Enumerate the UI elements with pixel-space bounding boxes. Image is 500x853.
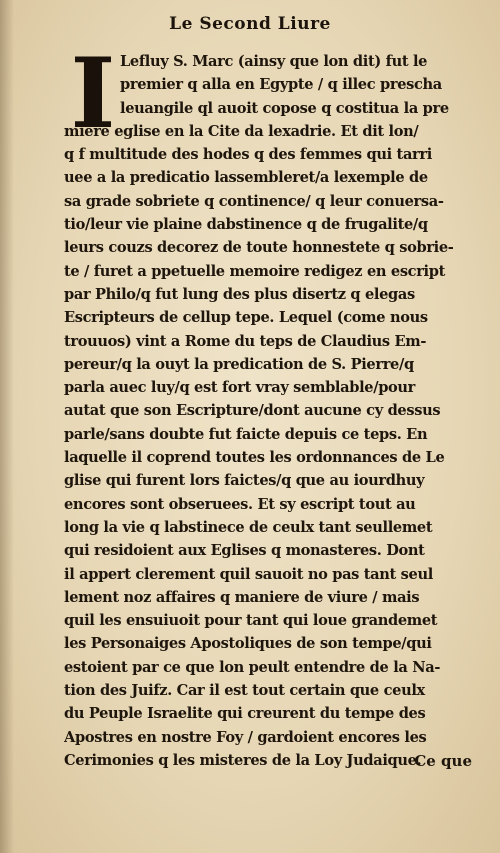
text-line: sa grade sobriete q continence/ q leur conuersa- bbox=[64, 192, 444, 210]
text-line: du Peuple Israelite qui creurent du tempe des bbox=[64, 705, 426, 723]
text-line: parle/sans doubte fut faicte depuis ce teps. En bbox=[64, 425, 428, 443]
text-line: Lefluy S. Marc (ainsy que lon dit) fut le bbox=[120, 53, 428, 70]
drop-cap-initial: I bbox=[70, 37, 116, 150]
text-line: Escripteurs de cellup tepe. Lequel (come nous bbox=[64, 309, 428, 327]
catchword: Ce que bbox=[414, 752, 472, 770]
text-line: long la vie q labstinece de ceulx tant seullemet bbox=[64, 518, 433, 536]
text-line: premier q alla en Egypte / q illec prescha bbox=[120, 76, 442, 94]
text-line: il appert clerement quil sauoit no pas tant seul bbox=[64, 565, 433, 583]
text-line: q f multitude des hodes q des femmes qui tarri bbox=[64, 146, 432, 164]
text-line: estoient par ce que lon peult entendre de la Na- bbox=[64, 658, 441, 676]
text-line: les Personaiges Apostoliques de son tempe/qui bbox=[64, 635, 432, 653]
text-line: tion des Juifz. Car il est tout certain que ceulx bbox=[64, 682, 425, 700]
text-line: laquelle il coprend toutes les ordonnances de Le bbox=[64, 449, 445, 467]
text-line: Apostres en nostre Foy / gardoient encores les bbox=[64, 728, 427, 746]
text-line: quil les ensuiuoit pour tant qui loue grandemet bbox=[64, 612, 438, 630]
text-line: glise qui furent lors faictes/q que au iourdhuy bbox=[64, 472, 425, 490]
text-line: leurs couzs decorez de toute honnestete q sobrie- bbox=[64, 239, 454, 257]
text-line: pereur/q la ouyt la predication de S. Pierre/q bbox=[64, 355, 414, 373]
text-line: lement noz affaires q maniere de viure / mais bbox=[64, 588, 420, 606]
text-line: trouuos) vint a Rome du teps de Claudius Em- bbox=[64, 332, 427, 350]
text-line: autat que son Escripture/dont aucune cy dessus bbox=[64, 402, 441, 420]
running-head: Le Second Liure bbox=[169, 14, 331, 34]
text-block bbox=[64, 37, 484, 772]
text-line: te / furet a ppetuelle memoire redigez en escript bbox=[64, 262, 445, 280]
text-line: uee a la predicatio lassembleret/a lexemple de bbox=[64, 169, 428, 187]
text-line: Cerimonies q les misteres de la Loy Judaique. bbox=[64, 751, 422, 769]
text-line: miere eglise en la Cite da lexadrie. Et dit lon/ bbox=[64, 122, 419, 140]
text-line: leuangile ql auoit copose q costitua la pre bbox=[120, 99, 449, 117]
text-line: qui residoient aux Eglises q monasteres. Dont bbox=[64, 542, 425, 560]
gutter-shadow bbox=[0, 0, 14, 853]
text-line: par Philo/q fut lung des plus disertz q elegas bbox=[64, 285, 415, 303]
text-line: encores sont obseruees. Et sy escript tout au bbox=[64, 495, 416, 513]
text-line: parla auec luy/q est fort vray semblable/pour bbox=[64, 379, 416, 397]
text-line: tio/leur vie plaine dabstinence q de frugalite/q bbox=[64, 216, 428, 234]
